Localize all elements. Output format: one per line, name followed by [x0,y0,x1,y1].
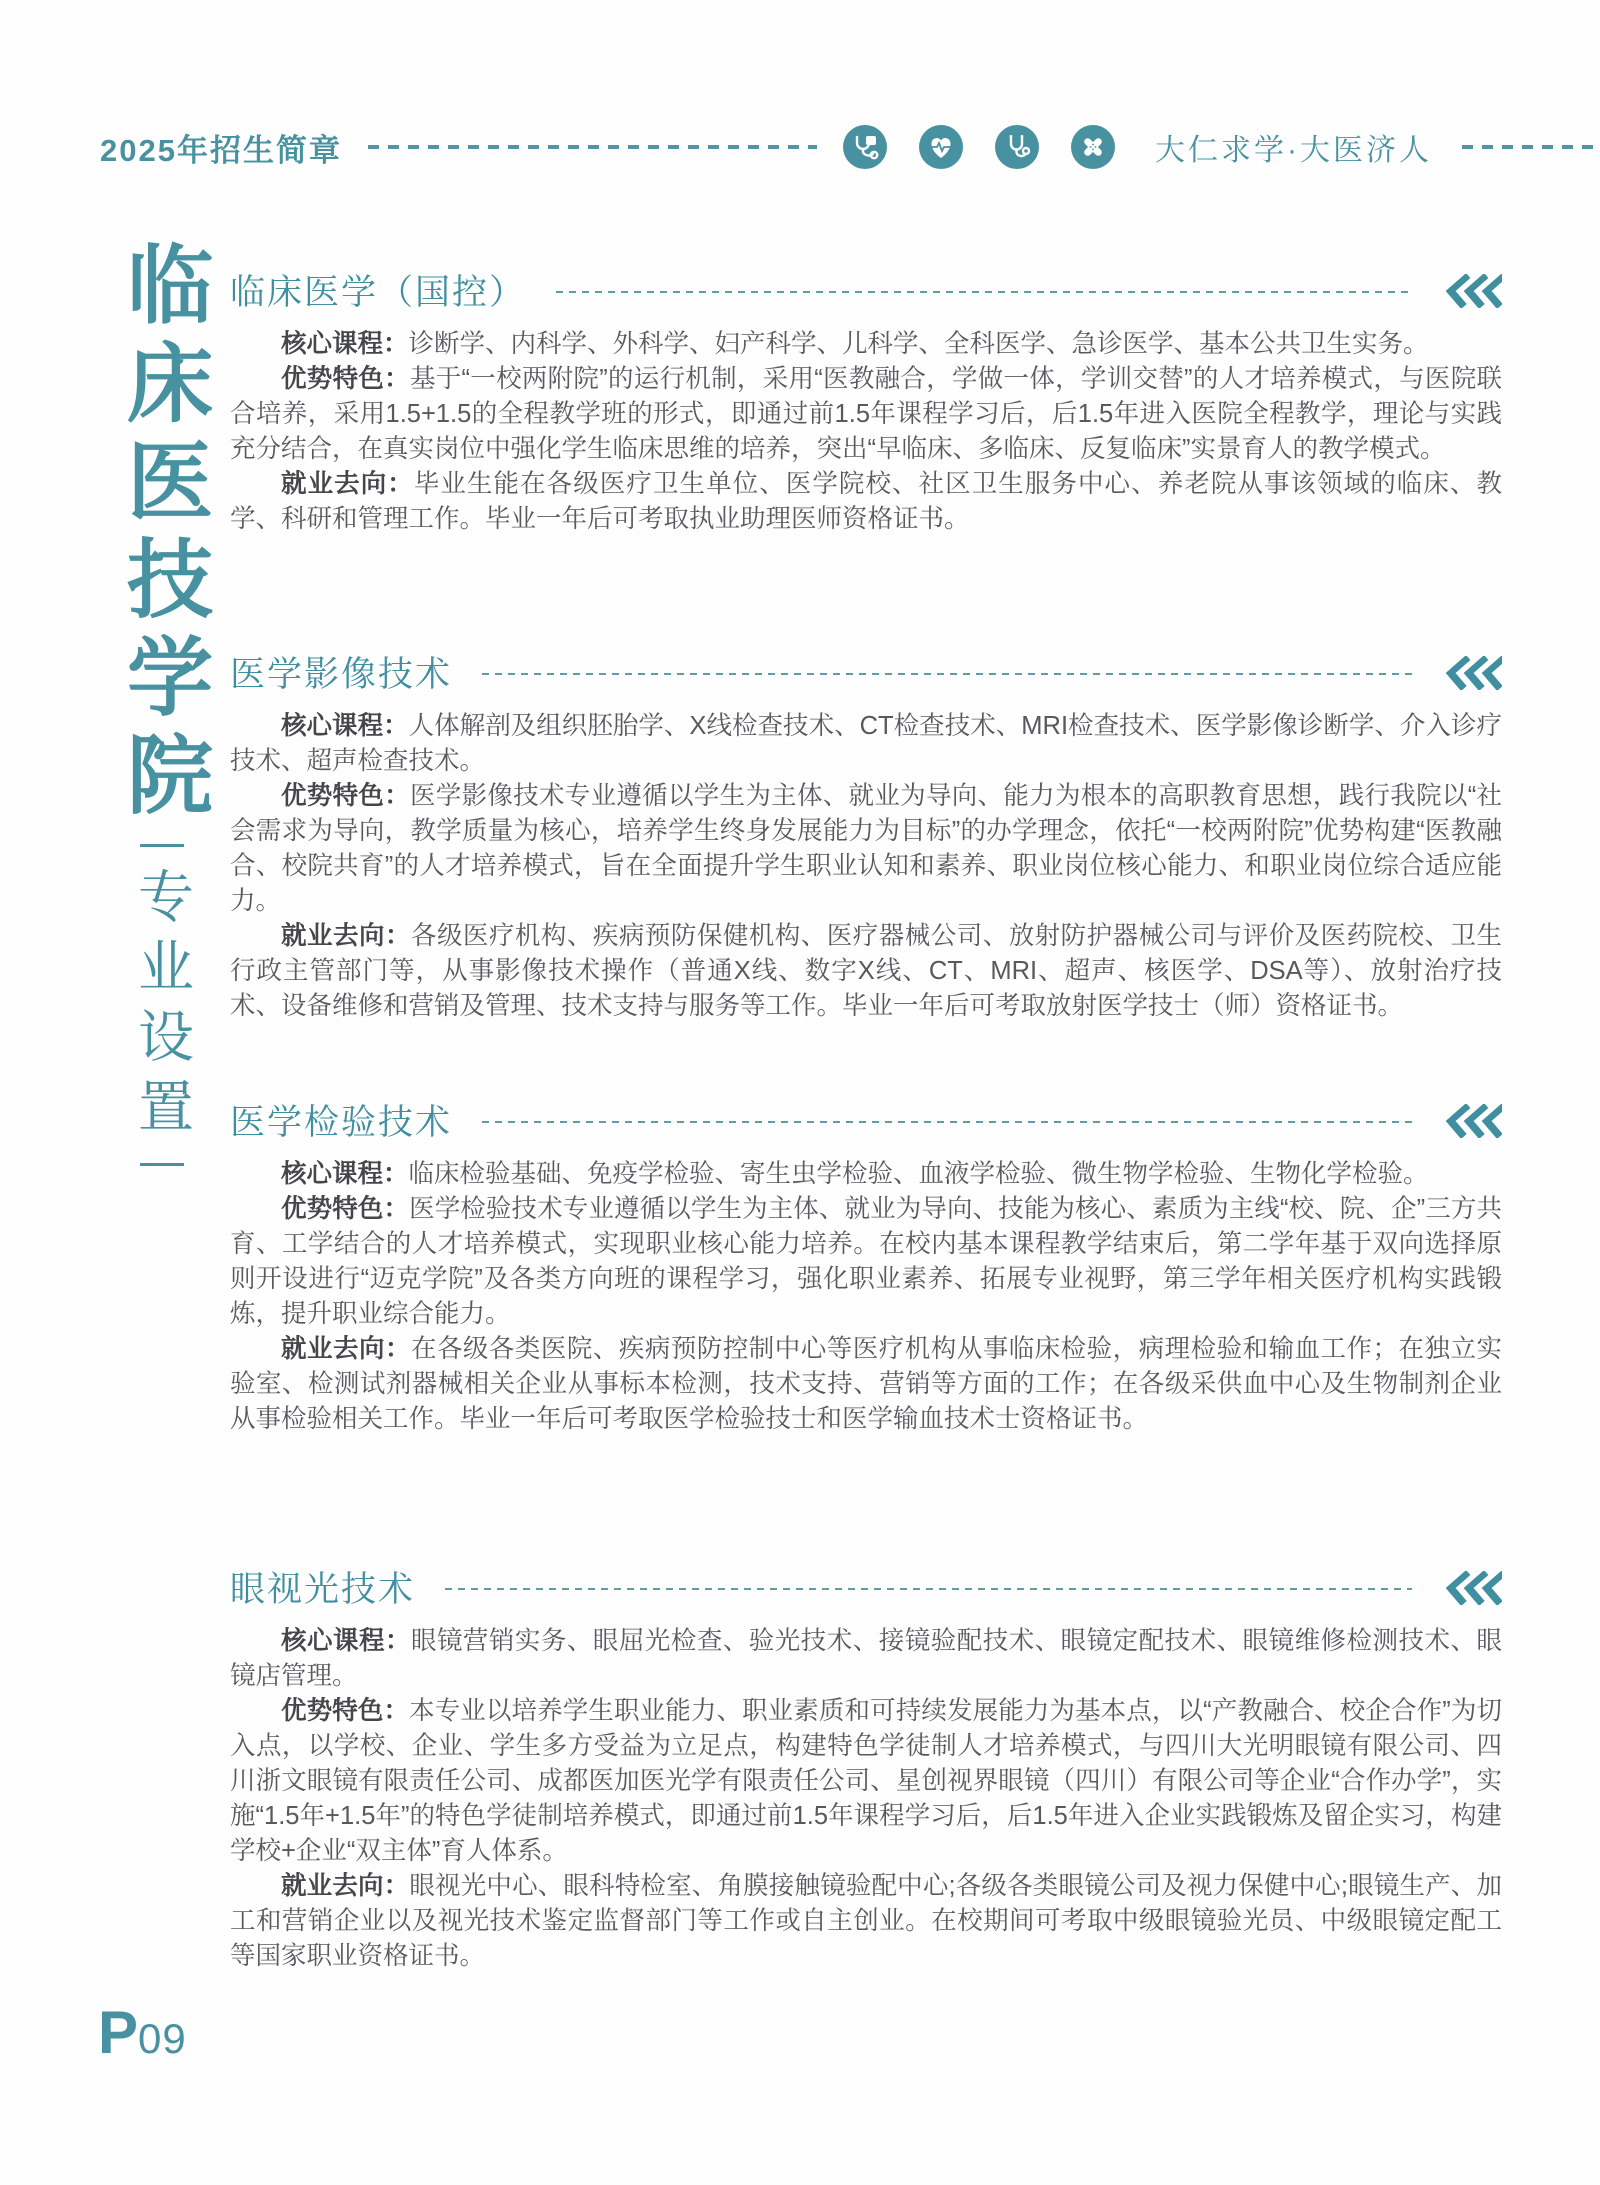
triple-chevron-icon [1440,1104,1502,1138]
page-number-value: 09 [138,2015,187,2062]
section-body [230,709,1502,1024]
paragraph-label: 核心课程： [281,330,409,358]
paragraph-label: 核心课程： [281,1160,409,1188]
section-header [230,1096,1502,1144]
triple-chevron-icon [1440,274,1502,308]
section-body [230,1624,1502,1974]
paragraph-label: 就业去向： [281,1872,410,1900]
section-header [230,1563,1502,1611]
paragraph-text: 眼镜营销实务、眼屈光检查、验光技术、接镜验配技术、眼镜定配技术、眼镜维修检测技术、眼镜店管理。 [230,1627,1502,1690]
section-body [230,1157,1502,1437]
section-optometry [230,1563,1502,1974]
paragraph-core-courses [230,327,1502,362]
paragraph-label: 优势特色： [281,1195,410,1223]
department-label-vertical: 专业设置 [131,867,194,1147]
paragraph-label: 优势特色： [281,1697,410,1725]
paragraph-text: 眼视光中心、眼科特检室、角膜接触镜验配中心;各级各类眼镜公司及视力保健中心;眼镜生产、加工和营销企业以及视光技术鉴定监督部门等工作或自主创业。在校期间可考取中级眼镜验光员、中级眼镜定配工等国家职业资格证书。 [230,1872,1502,1970]
paragraph-text: 毕业生能在各级医疗卫生单位、医学院校、社区卫生服务中心、养老院从事该领域的临床、教学、科研和管理工作。毕业一年后可考取执业助理医师资格证书。 [230,470,1502,533]
page-header [100,124,1600,170]
paragraph-features [230,1694,1502,1869]
section-medical-imaging [230,648,1502,1024]
college-name-vertical: 临床医技学院 [112,240,213,828]
section-dashed-line [482,673,1412,676]
paragraph-label: 就业去向： [281,922,411,950]
paragraph-label: 就业去向： [281,1335,411,1363]
paragraph-employment [230,1332,1502,1437]
paragraph-label: 优势特色： [281,365,410,393]
paragraph-text: 临床检验基础、免疫学检验、寄生虫学检验、血液学检验、微生物学检验、生物化学检验。 [408,1160,1429,1188]
section-header [230,648,1502,696]
section-body [230,327,1502,537]
header-dashed-divider [368,145,817,149]
paragraph-text: 本专业以培养学生职业能力、职业素质和可持续发展能力为基本点，以“产教融合、校企合作”为切入点，以学校、企业、学生多方受益为立足点，构建特色学徒制人才培养模式，与四川大光明眼镜有限公司、四川浙文眼镜有限责任公司、成都医加医光学有限责任公司、星创视界眼镜（四川）有限公司等企业“合作办学”，实施“1.5年+1.5年”的特色学徒制培养模式，即通过前1.5年课程学习后，后1.5年进入企业实践锻炼及留企实习，构建学校+企业“双主体”育人体系。 [230,1697,1502,1865]
section-dashed-line [482,1121,1412,1124]
section-medical-laboratory [230,1096,1502,1437]
section-title: 医学检验技术 [230,1103,453,1142]
page-number-prefix: P [98,1999,139,2066]
paragraph-label: 就业去向： [281,470,414,498]
section-title: 医学影像技术 [230,655,453,694]
paragraph-features [230,362,1502,467]
paragraph-core-courses [230,1624,1502,1694]
bp-monitor-stethoscope-icon [843,125,887,169]
paragraph-label: 优势特色： [281,782,410,810]
paragraph-text: 诊断学、内科学、外科学、妇产科学、儿科学、全科医学、急诊医学、基本公共卫生实务。 [408,330,1429,358]
triple-chevron-icon [1440,1571,1502,1605]
paragraph-text: 在各级各类医院、疾病预防控制中心等医疗机构从事临床检验，病理检验和输血工作；在独立实验室、检测试剂器械相关企业从事标本检测，技术支持、营销等方面的工作；在各级采供血中心及生物制剂企业从事检验相关工作。毕业一年后可考取医学检验技士和医学输血技术士资格证书。 [230,1335,1502,1433]
paragraph-employment [230,1869,1502,1974]
paragraph-text: 各级医疗机构、疾病预防保健机构、医疗器械公司、放射防护器械公司与评价及医药院校、卫生行政主管部门等，从事影像技术操作（普通X线、数字X线、CT、MRI、超声、核医学、DSA等）、放射治疗技术、设备维修和营销及管理、技术支持与服务等工作。毕业一年后可考取放射医学技士（师）资格证书。 [230,922,1502,1020]
paragraph-text: 医学影像技术专业遵循以学生为主体、就业为导向、能力为根本的高职教育思想，践行我院以“社会需求为导向，教学质量为核心，培养学生终身发展能力为目标”的办学理念，依托“一校两附院”优势构建“医教融合、校院共育”的人才培养模式，旨在全面提升学生职业认知和素养、职业岗位核心能力、和职业岗位综合适应能力。 [230,782,1502,915]
section-title: 眼视光技术 [230,1570,416,1609]
paragraph-employment [230,467,1502,537]
school-motto: 大仁求学·大医济人 [1155,134,1432,167]
header-dashed-tail [1462,145,1600,149]
stethoscope-icon [995,125,1039,169]
section-header [230,266,1502,314]
crossed-bandages-icon [1071,125,1115,169]
triple-chevron-icon [1440,656,1502,690]
paragraph-text: 基于“一校两附院”的运行机制，采用“医教融合，学做一体，学训交替”的人才培养模式，与医院联合培养，采用1.5+1.5的全程教学班的形式，即通过前1.5年课程学习后，后1.5年进入医院全程教学，理论与实践充分结合，在真实岗位中强化学生临床思维的培养，突出“早临床、多临床、反复临床”实景育人的教学模式。 [230,365,1502,463]
medical-icons-group [843,125,1115,169]
section-clinical-medicine [230,266,1502,537]
paragraph-label: 核心课程： [281,1627,411,1655]
section-dashed-line [556,291,1412,294]
sidebar-divider-top [140,844,184,847]
paragraph-text: 医学检验技术专业遵循以学生为主体、就业为导向、技能为核心、素质为主线“校、院、企”三方共育、工学结合的人才培养模式，实现职业核心能力培养。在校内基本课程教学结束后，第二学年基于双向选择原则开设进行“迈克学院”及各类方向班的课程学习，强化职业素养、拓展专业视野，第三学年相关医疗机构实践锻炼，提升职业综合能力。 [230,1195,1502,1328]
paragraph-features [230,779,1502,919]
paragraph-features [230,1192,1502,1332]
paragraph-employment [230,919,1502,1024]
paragraph-core-courses [230,709,1502,779]
heartbeat-heart-icon [919,125,963,169]
paragraph-core-courses [230,1157,1502,1192]
sidebar-divider-bottom [140,1163,184,1166]
paragraph-text: 人体解剖及组织胚胎学、X线检查技术、CT检查技术、MRI检查技术、医学影像诊断学、介入诊疗技术、超声检查技术。 [230,712,1502,775]
page-number [98,1998,187,2067]
sidebar [92,240,232,1182]
paragraph-label: 核心课程： [281,712,409,740]
brochure-title: 2025年招生简章 [100,132,342,168]
section-title: 临床医学（国控） [230,273,527,312]
section-dashed-line [445,1588,1412,1591]
